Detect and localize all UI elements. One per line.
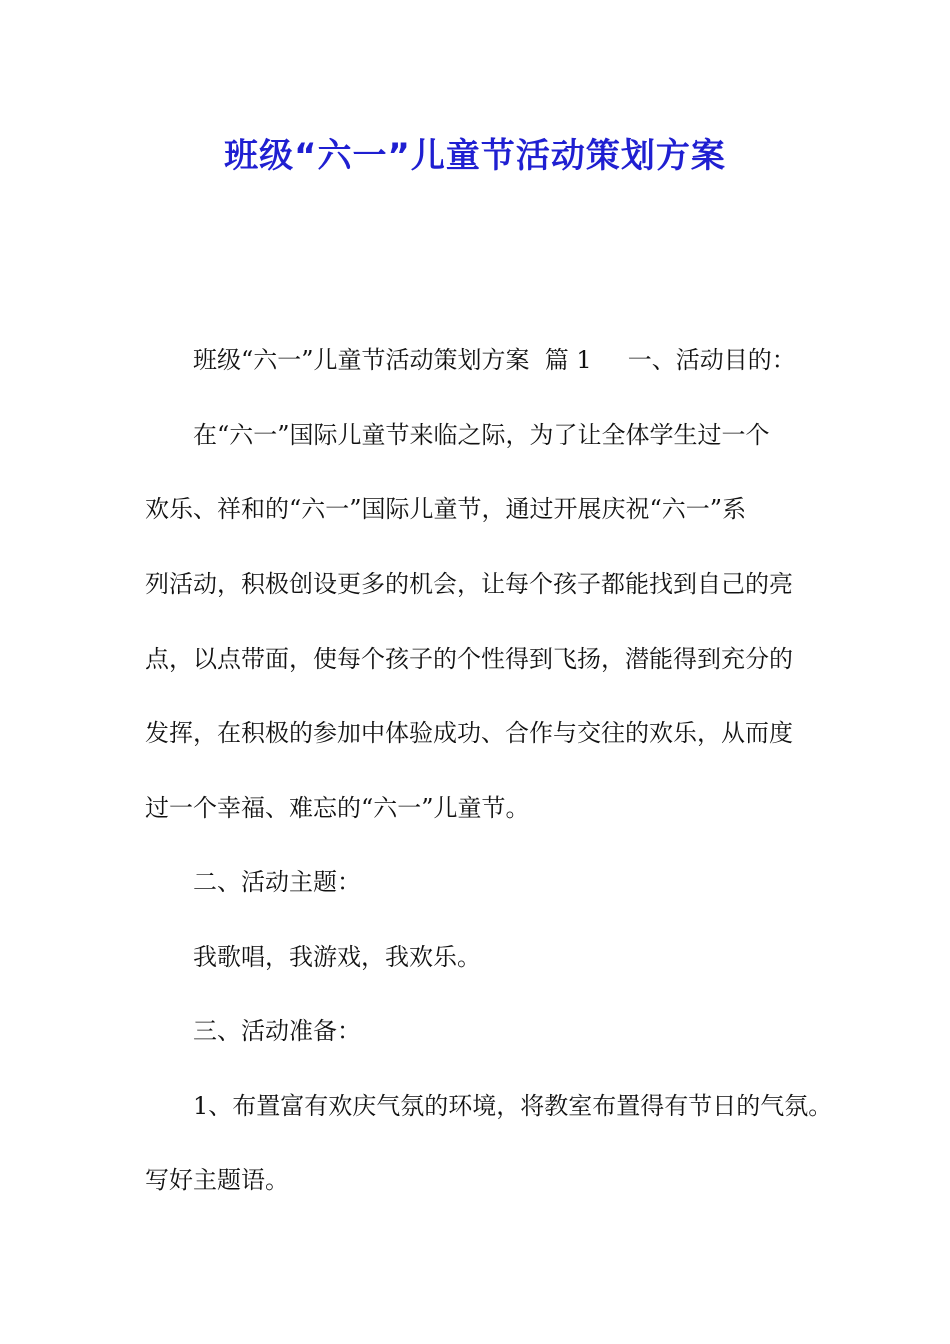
paragraph-line: 列活动，积极创设更多的机会，让每个孩子都能找到自己的亮 (145, 570, 793, 598)
document-title: 班级“六一”儿童节活动策划方案 (224, 136, 726, 176)
paragraph-line: 点，以点带面，使每个孩子的个性得到飞扬，潜能得到充分的 (145, 645, 793, 673)
paragraph-line: 发挥，在积极的参加中体验成功、合作与交往的欢乐，从而度 (145, 719, 793, 747)
theme-heading: 二、活动主题： (193, 868, 361, 896)
section-header-line (193, 345, 833, 375)
purpose-heading: 一、活动目的： (627, 346, 796, 374)
prep-heading: 三、活动准备： (193, 1017, 361, 1045)
paragraph-line: 过一个幸福、难忘的“六一”儿童节。 (145, 794, 530, 822)
paragraph-line: 写好主题语。 (145, 1166, 289, 1194)
paragraph-line: 欢乐、祥和的“六一”国际儿童节，通过开展庆祝“六一”系 (145, 495, 747, 523)
paragraph-line: 1、布置富有欢庆气氛的环境，将教室布置得有节日的气氛。 (193, 1092, 833, 1120)
paragraph-line: 在“六一”国际儿童节来临之际，为了让全体学生过一个 (193, 421, 770, 449)
theme-text: 我歌唱，我游戏，我欢乐。 (193, 943, 481, 971)
plan-part-label: 班级“六一”儿童节活动策划方案 篇 1 (193, 346, 592, 374)
